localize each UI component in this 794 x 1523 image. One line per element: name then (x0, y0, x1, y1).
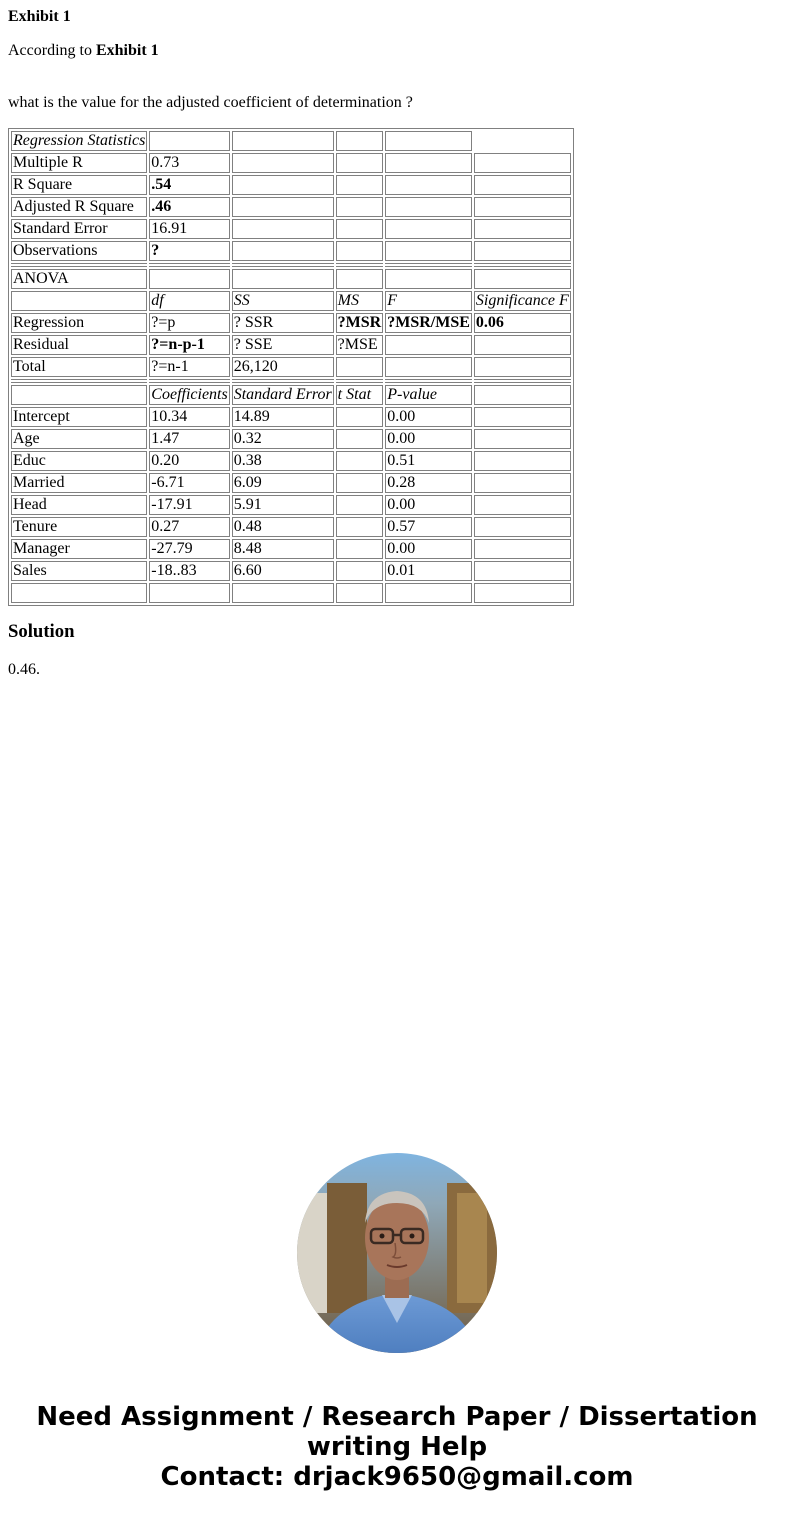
regression-statistic-row-cell (336, 219, 384, 239)
regression-statistic-row-cell (474, 153, 571, 173)
coefficient-row (11, 495, 571, 515)
coefficient-row-cell (149, 583, 229, 603)
anova-header (11, 269, 571, 289)
anova-row-cell: Total (11, 357, 147, 377)
coefficient-row-cell: 0.20 (149, 451, 229, 471)
footer-line-2: writing Help (306, 1432, 488, 1462)
coefficient-row-cell: 0.00 (385, 429, 472, 449)
coefficient-row-cell (336, 583, 384, 603)
regression-statistics-header (11, 131, 571, 151)
anova-row-cell: Residual (11, 335, 147, 355)
coefficient-row-cell (336, 495, 384, 515)
anova-column-headers-cell: MS (336, 291, 384, 311)
regression-statistic-row-cell (336, 175, 384, 195)
separator-cell (474, 379, 571, 383)
regression-statistic-row-cell: Adjusted R Square (11, 197, 147, 217)
regression-statistic-row-cell: 0.73 (149, 153, 229, 173)
footer-contact: Contact: drjack9650@gmail.com (160, 1462, 634, 1492)
regression-statistic-row (11, 175, 571, 195)
anova-column-headers-cell: df (149, 291, 229, 311)
regression-statistic-row-cell: ? (149, 241, 229, 261)
portrait-image (297, 1153, 497, 1353)
regression-statistic-row-cell (385, 197, 472, 217)
coefficient-row-cell (474, 583, 571, 603)
anova-row-cell: ?MSR (337, 314, 382, 331)
solution-answer: 0.46. (8, 661, 40, 678)
separator-cell (149, 379, 229, 383)
regression-statistic-row-cell (336, 241, 384, 261)
intro-exhibit-ref: Exhibit 1 (95, 42, 159, 59)
regression-output-table (8, 128, 574, 606)
separator-cell (336, 379, 384, 383)
coefficient-row-cell (336, 429, 384, 449)
separator-cell (149, 263, 229, 267)
coefficient-row-cell: 0.48 (232, 517, 334, 537)
regression-statistics-header-cell: Regression Statistics (13, 132, 146, 149)
regression-statistic-row (11, 241, 571, 261)
regression-statistic-row-cell (336, 153, 384, 173)
coefficients-column-headers (11, 385, 571, 405)
regression-statistics-header-cell (232, 131, 334, 151)
regression-statistic-row-cell: Multiple R (11, 153, 147, 173)
anova-header-cell (232, 269, 334, 289)
coefficient-row-cell (474, 473, 571, 493)
anova-column-headers-cell: Significance F (475, 292, 569, 309)
coefficient-row-cell (336, 473, 384, 493)
regression-statistic-row-cell (232, 219, 334, 239)
separator-cell (232, 263, 334, 267)
regression-statistics-header-cell (385, 131, 472, 151)
coefficient-row-cell (474, 407, 571, 427)
anova-column-headers-cell (11, 291, 147, 311)
coefficient-row-cell (474, 517, 571, 537)
regression-statistics-header-cell (336, 131, 384, 151)
coefficient-row-cell (11, 583, 147, 603)
regression-statistic-row-cell (232, 197, 334, 217)
coefficient-row-cell (336, 517, 384, 537)
coefficient-row-cell (474, 539, 571, 559)
coefficient-row-cell: 0.32 (232, 429, 334, 449)
coefficient-row (11, 473, 571, 493)
anova-row-cell: ?MSR/MSE (387, 314, 470, 331)
regression-statistic-row-cell (385, 241, 472, 261)
separator-cell (474, 263, 571, 267)
coefficient-row-cell: 10.34 (149, 407, 229, 427)
author-portrait (297, 1153, 497, 1353)
anova-header-cell (149, 269, 229, 289)
regression-statistic-row-cell: R Square (11, 175, 147, 195)
regression-statistic-row-cell (385, 153, 472, 173)
coefficient-row (11, 451, 571, 471)
intro-prefix: According to (8, 42, 96, 59)
solution-heading: Solution (8, 621, 75, 642)
regression-statistics-header-cell (149, 131, 229, 151)
section-separator (11, 379, 571, 383)
coefficient-row-cell (232, 583, 334, 603)
anova-row-cell: ? SSE (232, 335, 334, 355)
separator-cell (385, 263, 472, 267)
regression-statistic-row-cell (474, 219, 571, 239)
anova-row-cell: ?=p (149, 313, 229, 333)
anova-header-cell (336, 269, 384, 289)
coefficients-column-headers-cell (474, 385, 571, 405)
anova-row-cell: ?MSE (336, 335, 384, 355)
coefficient-row-cell (336, 451, 384, 471)
separator-cell (11, 263, 147, 267)
regression-statistic-row-cell (385, 219, 472, 239)
coefficient-row-cell (385, 583, 472, 603)
regression-statistic-row-cell: 16.91 (149, 219, 229, 239)
anova-row-cell (336, 357, 384, 377)
anova-row-cell: ?=n-p-1 (149, 335, 229, 355)
separator-cell (232, 379, 334, 383)
coefficient-row-cell: Tenure (11, 517, 147, 537)
coefficient-row-cell: Educ (11, 451, 147, 471)
coefficient-row (11, 407, 571, 427)
coefficient-row-cell: Intercept (11, 407, 147, 427)
regression-statistics-header-cell (474, 131, 571, 151)
coefficient-row-cell: Sales (11, 561, 147, 581)
regression-statistic-row-cell: Standard Error (11, 219, 147, 239)
coefficient-row-cell: Married (11, 473, 147, 493)
coefficient-row (11, 517, 571, 537)
anova-row-cell: 0.06 (474, 313, 571, 333)
coefficient-row-cell: 0.27 (149, 517, 229, 537)
coefficient-row-cell: Manager (11, 539, 147, 559)
anova-row-cell: ? SSR (232, 313, 334, 333)
regression-statistic-row-cell (232, 153, 334, 173)
coefficient-row-cell: 0.00 (385, 539, 472, 559)
anova-column-headers-cell: F (385, 291, 472, 311)
coefficient-row-cell: -27.79 (149, 539, 229, 559)
exhibit-title: Exhibit 1 (8, 8, 71, 25)
coefficient-row-cell: -18..83 (149, 561, 229, 581)
anova-header-cell: ANOVA (11, 269, 147, 289)
anova-row-cell (474, 357, 571, 377)
separator-cell (11, 379, 147, 383)
coefficient-row-cell (336, 561, 384, 581)
coefficient-row-cell (336, 407, 384, 427)
question-text: what is the value for the adjusted coefficient of determination ? (8, 94, 413, 111)
coefficients-column-headers-cell: t Stat (336, 385, 384, 405)
regression-statistic-row-cell: Observations (11, 241, 147, 261)
coefficient-row (11, 583, 571, 603)
coefficient-row-cell: 0.00 (385, 407, 472, 427)
coefficient-row (11, 429, 571, 449)
anova-header-cell (385, 269, 472, 289)
regression-statistic-row-cell: .46 (149, 197, 229, 217)
regression-statistic-row-cell (232, 175, 334, 195)
anova-row (11, 313, 571, 333)
regression-statistic-row-cell (336, 197, 384, 217)
coefficient-row-cell: 1.47 (149, 429, 229, 449)
coefficient-row-cell: 0.51 (385, 451, 472, 471)
anova-row (11, 335, 571, 355)
section-separator (11, 263, 571, 267)
coefficient-row-cell (474, 451, 571, 471)
coefficient-row-cell (474, 561, 571, 581)
anova-row (11, 357, 571, 377)
coefficient-row-cell: 14.89 (232, 407, 334, 427)
anova-row-cell: ?=n-1 (149, 357, 229, 377)
regression-statistic-row (11, 153, 571, 173)
anova-row-cell: Regression (11, 313, 147, 333)
coefficient-row-cell (474, 495, 571, 515)
coefficient-row-cell (474, 429, 571, 449)
intro-text (8, 42, 159, 60)
coefficient-row-cell: 0.38 (232, 451, 334, 471)
coefficient-row-cell: 0.01 (385, 561, 472, 581)
coefficients-column-headers-cell: Coefficients (151, 386, 228, 403)
regression-statistic-row-cell (474, 175, 571, 195)
promo-footer (0, 1402, 794, 1492)
coefficient-row-cell: -17.91 (149, 495, 229, 515)
regression-statistic-row-cell (385, 175, 472, 195)
coefficient-row-cell: 0.57 (385, 517, 472, 537)
coefficient-row-cell: Age (11, 429, 147, 449)
regression-statistic-row-cell (232, 241, 334, 261)
regression-statistic-row (11, 197, 571, 217)
coefficient-row-cell: 0.00 (385, 495, 472, 515)
regression-statistic-row-cell (474, 241, 571, 261)
anova-column-headers (11, 291, 571, 311)
coefficient-row (11, 539, 571, 559)
coefficient-row-cell: 5.91 (232, 495, 334, 515)
regression-statistic-row (11, 219, 571, 239)
coefficient-row-cell: Head (11, 495, 147, 515)
coefficients-column-headers-cell: P-value (385, 385, 472, 405)
separator-cell (336, 263, 384, 267)
regression-statistic-row-cell: .54 (149, 175, 229, 195)
anova-row-cell (385, 335, 472, 355)
footer-line-1: Need Assignment / Research Paper / Dissertation (36, 1402, 758, 1432)
anova-column-headers-cell: SS (232, 291, 334, 311)
coefficient-row-cell: 6.09 (232, 473, 334, 493)
coefficient-row-cell: 0.28 (385, 473, 472, 493)
anova-row-cell (385, 357, 472, 377)
coefficient-row-cell (336, 539, 384, 559)
coefficient-row (11, 561, 571, 581)
anova-row-cell: 26,120 (232, 357, 334, 377)
coefficient-row-cell: 6.60 (232, 561, 334, 581)
coefficients-column-headers-cell: Standard Error (233, 386, 332, 403)
separator-cell (385, 379, 472, 383)
regression-statistic-row-cell (474, 197, 571, 217)
anova-header-cell (474, 269, 571, 289)
coefficient-row-cell: 8.48 (232, 539, 334, 559)
coefficient-row-cell: -6.71 (149, 473, 229, 493)
coefficients-column-headers-cell (11, 385, 147, 405)
anova-row-cell (474, 335, 571, 355)
